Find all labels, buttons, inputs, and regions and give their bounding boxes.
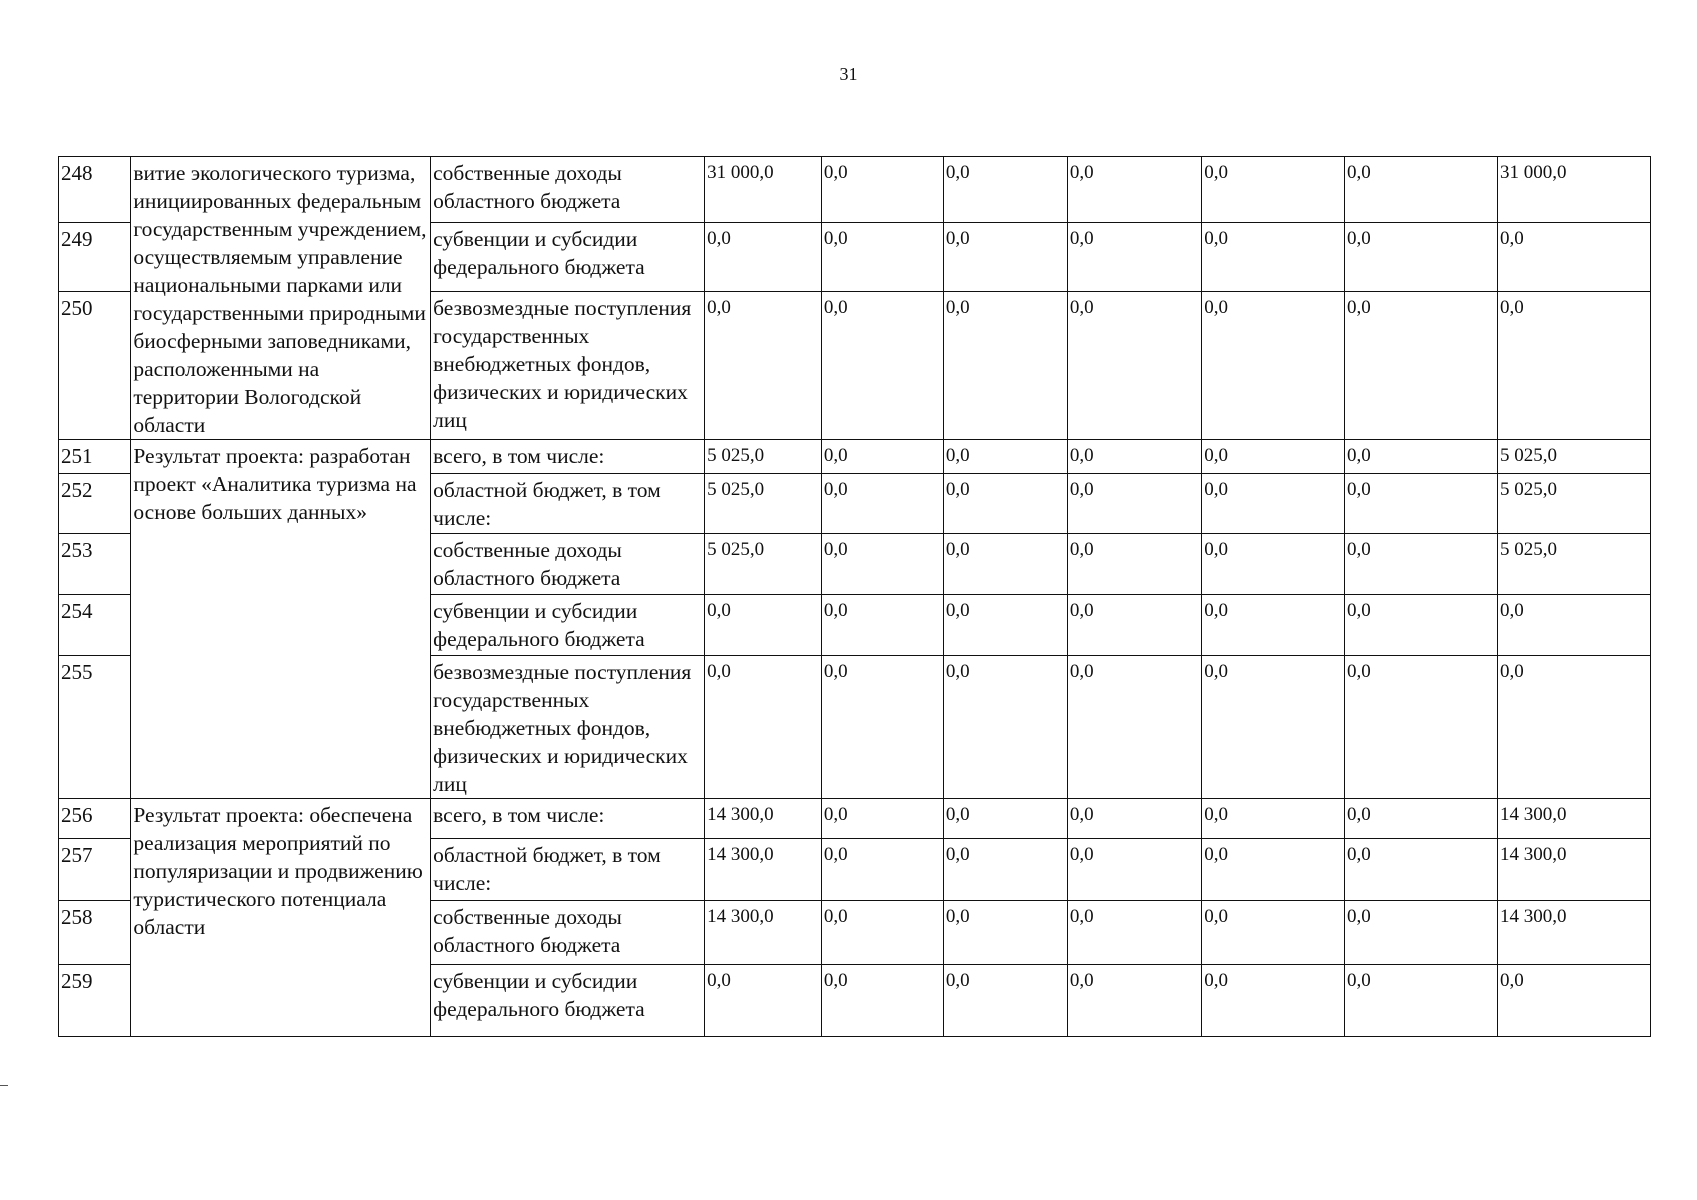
row-number: 257: [59, 839, 131, 901]
amount-cell: 0,0: [821, 656, 943, 799]
funding-source-cell: всего, в том числе:: [431, 440, 705, 474]
amount-cell: 0,0: [1344, 901, 1497, 965]
amount-cell: 0,0: [943, 223, 1067, 291]
amount-cell: 0,0: [1344, 839, 1497, 901]
row-number: 256: [59, 799, 131, 839]
amount-cell: 0,0: [1067, 223, 1201, 291]
amount-cell: 5 025,0: [705, 474, 822, 534]
amount-cell: 0,0: [1344, 965, 1497, 1037]
amount-cell: 0,0: [821, 223, 943, 291]
amount-cell: 0,0: [1497, 965, 1650, 1037]
amount-cell: 0,0: [821, 474, 943, 534]
amount-cell: 14 300,0: [705, 901, 822, 965]
amount-cell: 0,0: [1067, 595, 1201, 656]
amount-cell: 0,0: [1202, 839, 1345, 901]
funding-source-cell: собственные доходы областного бюджета: [431, 901, 705, 965]
amount-cell: 0,0: [1202, 799, 1345, 839]
amount-cell: 31 000,0: [705, 157, 822, 223]
amount-cell: 0,0: [1202, 656, 1345, 799]
budget-table: [58, 156, 1651, 1037]
amount-cell: 5 025,0: [1497, 534, 1650, 595]
amount-cell: 0,0: [821, 901, 943, 965]
page-number: 31: [839, 64, 858, 84]
amount-cell: 0,0: [1067, 474, 1201, 534]
amount-cell: 0,0: [1202, 157, 1345, 223]
funding-source-cell: безвозмездные поступления государственных внебюджетных фондов, физических и юридических лиц: [431, 656, 705, 799]
amount-cell: 0,0: [705, 656, 822, 799]
row-number: 248: [59, 157, 131, 223]
amount-cell: 0,0: [1497, 595, 1650, 656]
row-number: 259: [59, 965, 131, 1037]
amount-cell: 0,0: [943, 440, 1067, 474]
amount-cell: 0,0: [821, 291, 943, 439]
table-row: [59, 157, 1651, 223]
amount-cell: 14 300,0: [705, 799, 822, 839]
row-number: 255: [59, 656, 131, 799]
project-result-cell: витие экологического туризма, инициированных федеральным государственным учреждением, осуществляемым управление национальными парками или государственными природными биосферными заповедниками, расположенными на территории Вологодской области: [131, 157, 431, 440]
amount-cell: 0,0: [943, 901, 1067, 965]
amount-cell: 0,0: [943, 157, 1067, 223]
amount-cell: 0,0: [1344, 534, 1497, 595]
project-result-cell: Результат проекта: разработан проект «Аналитика туризма на основе больших данных»: [131, 440, 431, 799]
row-number: 254: [59, 595, 131, 656]
amount-cell: 0,0: [1202, 965, 1345, 1037]
amount-cell: 0,0: [705, 595, 822, 656]
amount-cell: 0,0: [1202, 595, 1345, 656]
row-number: 258: [59, 901, 131, 965]
row-number: 251: [59, 440, 131, 474]
amount-cell: 0,0: [943, 595, 1067, 656]
project-result-cell: Результат проекта: обеспечена реализация мероприятий по популяризации и продвижению туристического потенциала области: [131, 799, 431, 1037]
amount-cell: 0,0: [1344, 223, 1497, 291]
funding-source-cell: субвенции и субсидии федерального бюджета: [431, 223, 705, 291]
page-edge-mark: [0, 1085, 8, 1086]
amount-cell: 0,0: [1497, 291, 1650, 439]
amount-cell: 5 025,0: [705, 534, 822, 595]
amount-cell: 0,0: [1067, 656, 1201, 799]
amount-cell: 0,0: [821, 839, 943, 901]
funding-source-cell: собственные доходы областного бюджета: [431, 534, 705, 595]
amount-cell: 0,0: [1344, 656, 1497, 799]
amount-cell: 0,0: [1067, 157, 1201, 223]
amount-cell: 0,0: [1497, 223, 1650, 291]
amount-cell: 0,0: [1344, 291, 1497, 439]
table-row: [59, 440, 1651, 474]
amount-cell: 0,0: [943, 839, 1067, 901]
amount-cell: 0,0: [1067, 799, 1201, 839]
funding-source-cell: субвенции и субсидии федерального бюджета: [431, 595, 705, 656]
amount-cell: 0,0: [1344, 595, 1497, 656]
funding-source-cell: всего, в том числе:: [431, 799, 705, 839]
row-number: 250: [59, 291, 131, 439]
amount-cell: 0,0: [1344, 157, 1497, 223]
amount-cell: 0,0: [1202, 291, 1345, 439]
amount-cell: 5 025,0: [705, 440, 822, 474]
amount-cell: 0,0: [1497, 656, 1650, 799]
amount-cell: 14 300,0: [705, 839, 822, 901]
amount-cell: 0,0: [1344, 440, 1497, 474]
amount-cell: 0,0: [821, 440, 943, 474]
amount-cell: 0,0: [943, 965, 1067, 1037]
amount-cell: 0,0: [943, 534, 1067, 595]
amount-cell: 14 300,0: [1497, 839, 1650, 901]
amount-cell: 0,0: [1067, 534, 1201, 595]
amount-cell: 0,0: [705, 223, 822, 291]
amount-cell: 0,0: [1202, 534, 1345, 595]
amount-cell: 0,0: [943, 474, 1067, 534]
funding-source-cell: субвенции и субсидии федерального бюджета: [431, 965, 705, 1037]
amount-cell: 14 300,0: [1497, 799, 1650, 839]
funding-source-cell: областной бюджет, в том числе:: [431, 839, 705, 901]
amount-cell: 0,0: [1202, 474, 1345, 534]
amount-cell: 0,0: [1344, 474, 1497, 534]
amount-cell: 5 025,0: [1497, 474, 1650, 534]
amount-cell: 0,0: [1202, 901, 1345, 965]
amount-cell: 5 025,0: [1497, 440, 1650, 474]
amount-cell: 0,0: [1067, 291, 1201, 439]
amount-cell: 0,0: [1067, 839, 1201, 901]
amount-cell: 14 300,0: [1497, 901, 1650, 965]
amount-cell: 0,0: [821, 157, 943, 223]
row-number: 253: [59, 534, 131, 595]
amount-cell: 31 000,0: [1497, 157, 1650, 223]
funding-source-cell: собственные доходы областного бюджета: [431, 157, 705, 223]
amount-cell: 0,0: [1344, 799, 1497, 839]
amount-cell: 0,0: [943, 291, 1067, 439]
amount-cell: 0,0: [1067, 440, 1201, 474]
amount-cell: 0,0: [705, 291, 822, 439]
amount-cell: 0,0: [705, 965, 822, 1037]
funding-source-cell: безвозмездные поступления государственных внебюджетных фондов, физических и юридических лиц: [431, 291, 705, 439]
funding-source-cell: областной бюджет, в том числе:: [431, 474, 705, 534]
amount-cell: 0,0: [821, 595, 943, 656]
amount-cell: 0,0: [821, 799, 943, 839]
amount-cell: 0,0: [1202, 440, 1345, 474]
amount-cell: 0,0: [943, 799, 1067, 839]
amount-cell: 0,0: [821, 534, 943, 595]
amount-cell: 0,0: [1067, 901, 1201, 965]
amount-cell: 0,0: [821, 965, 943, 1037]
amount-cell: 0,0: [1067, 965, 1201, 1037]
row-number: 252: [59, 474, 131, 534]
row-number: 249: [59, 223, 131, 291]
amount-cell: 0,0: [943, 656, 1067, 799]
amount-cell: 0,0: [1202, 223, 1345, 291]
table-row: [59, 799, 1651, 839]
